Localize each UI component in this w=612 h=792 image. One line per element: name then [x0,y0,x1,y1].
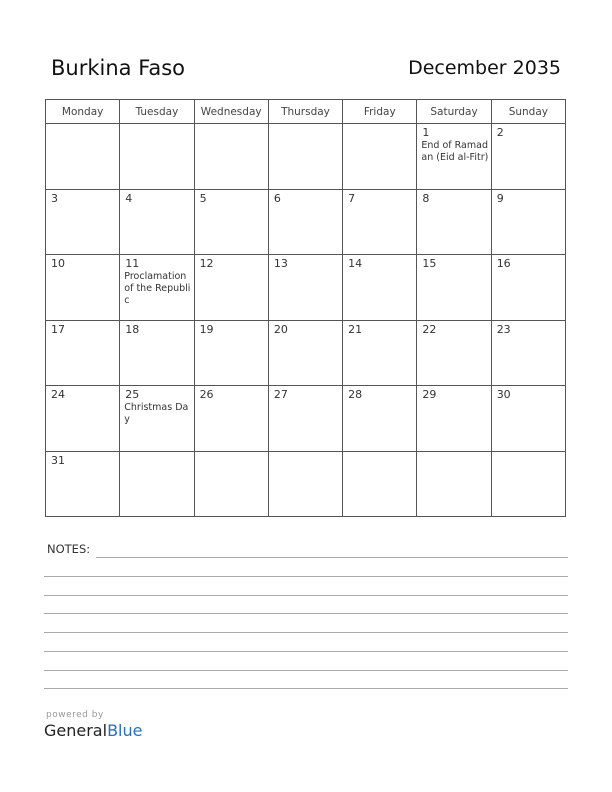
day-cell[interactable] [120,320,194,386]
weekday-header: Thursday [268,100,342,124]
day-cell [46,124,120,190]
day-cell[interactable] [343,255,417,321]
day-cell[interactable] [417,386,491,452]
weekday-header: Saturday [417,100,491,124]
day-cell[interactable] [268,189,342,255]
day-cell[interactable] [46,189,120,255]
day-cell[interactable] [194,320,268,386]
day-number: 5 [199,191,207,205]
holiday-label: Christmas Day [124,402,189,425]
day-cell [194,124,268,190]
day-cell[interactable] [268,255,342,321]
day-cell[interactable] [491,320,565,386]
day-number: 27 [273,388,288,401]
day-cell[interactable] [46,255,120,321]
day-number: 11 [125,257,140,270]
day-cell [343,124,417,190]
note-line [44,688,568,689]
day-cell[interactable] [343,320,417,386]
day-cell[interactable] [343,189,417,255]
day-number: 16 [496,257,511,270]
day-number: 13 [273,257,288,270]
weekday-header: Wednesday [194,100,268,124]
day-number: 12 [199,257,214,270]
holiday-label: End of Ramadan (Eid al-Fitr) [421,140,489,163]
week-row [46,320,566,386]
note-line [44,670,568,671]
weekday-header: Friday [343,100,417,124]
day-cell[interactable] [417,124,491,190]
note-line [44,651,568,652]
weekday-header: Sunday [491,100,565,124]
day-cell[interactable] [46,386,120,452]
day-cell [268,124,342,190]
day-cell [120,451,194,517]
day-number: 14 [348,257,363,270]
note-line [44,632,568,633]
day-number: 17 [51,322,65,336]
holiday-label: Proclamation of the Republic [124,271,191,306]
day-number: 15 [422,257,437,270]
day-number: 6 [273,191,281,205]
day-number: 1 [422,126,430,139]
weekday-header-row [46,100,566,124]
day-number: 25 [125,388,140,401]
weekday-header: Monday [46,100,120,124]
day-number: 2 [496,126,504,139]
brand-blue: Blue [107,721,143,740]
day-cell[interactable] [343,386,417,452]
day-number: 21 [348,322,363,336]
day-cell[interactable] [46,451,120,517]
day-cell [491,451,565,517]
week-row [46,124,566,190]
day-cell[interactable] [268,386,342,452]
powered-by-text: powered by [46,710,104,720]
calendar-grid [45,99,566,517]
day-cell[interactable] [491,386,565,452]
note-line [44,613,568,614]
day-cell[interactable] [417,189,491,255]
week-row [46,189,566,255]
day-cell[interactable] [417,255,491,321]
week-row [46,255,566,321]
day-cell [343,451,417,517]
weekday-header: Tuesday [120,100,194,124]
day-number: 18 [125,322,140,336]
week-row [46,451,566,517]
notes-label: NOTES: [47,542,91,556]
day-number: 28 [348,388,363,401]
day-cell[interactable] [120,189,194,255]
week-row [46,386,566,452]
day-cell[interactable] [268,320,342,386]
day-number: 3 [51,191,58,205]
day-number: 10 [51,257,65,270]
day-cell[interactable] [491,189,565,255]
brand-general: General [44,721,108,740]
day-number: 26 [199,388,214,401]
day-cell[interactable] [120,255,194,321]
day-number: 4 [125,191,133,205]
day-cell[interactable] [120,386,194,452]
day-number: 30 [496,388,511,401]
day-number: 24 [51,388,65,401]
day-cell[interactable] [491,255,565,321]
day-cell[interactable] [194,386,268,452]
brand-logo[interactable] [44,721,142,740]
day-number: 22 [422,322,437,336]
day-cell[interactable] [491,124,565,190]
note-line [44,595,568,596]
note-line [44,576,568,577]
day-number: 31 [51,453,65,467]
day-cell [120,124,194,190]
day-number: 29 [422,388,437,401]
day-cell [194,451,268,517]
day-number: 8 [422,191,430,205]
day-cell [417,451,491,517]
note-line [96,557,568,558]
day-number: 7 [348,191,356,205]
month-title: December 2035 [408,57,561,79]
country-title: Burkina Faso [51,56,186,80]
day-number: 20 [273,322,288,336]
day-cell[interactable] [194,255,268,321]
day-number: 9 [496,191,504,205]
day-number: 23 [496,322,511,336]
day-cell[interactable] [417,320,491,386]
day-number: 19 [199,322,214,336]
day-cell[interactable] [46,320,120,386]
day-cell[interactable] [194,189,268,255]
day-cell [268,451,342,517]
